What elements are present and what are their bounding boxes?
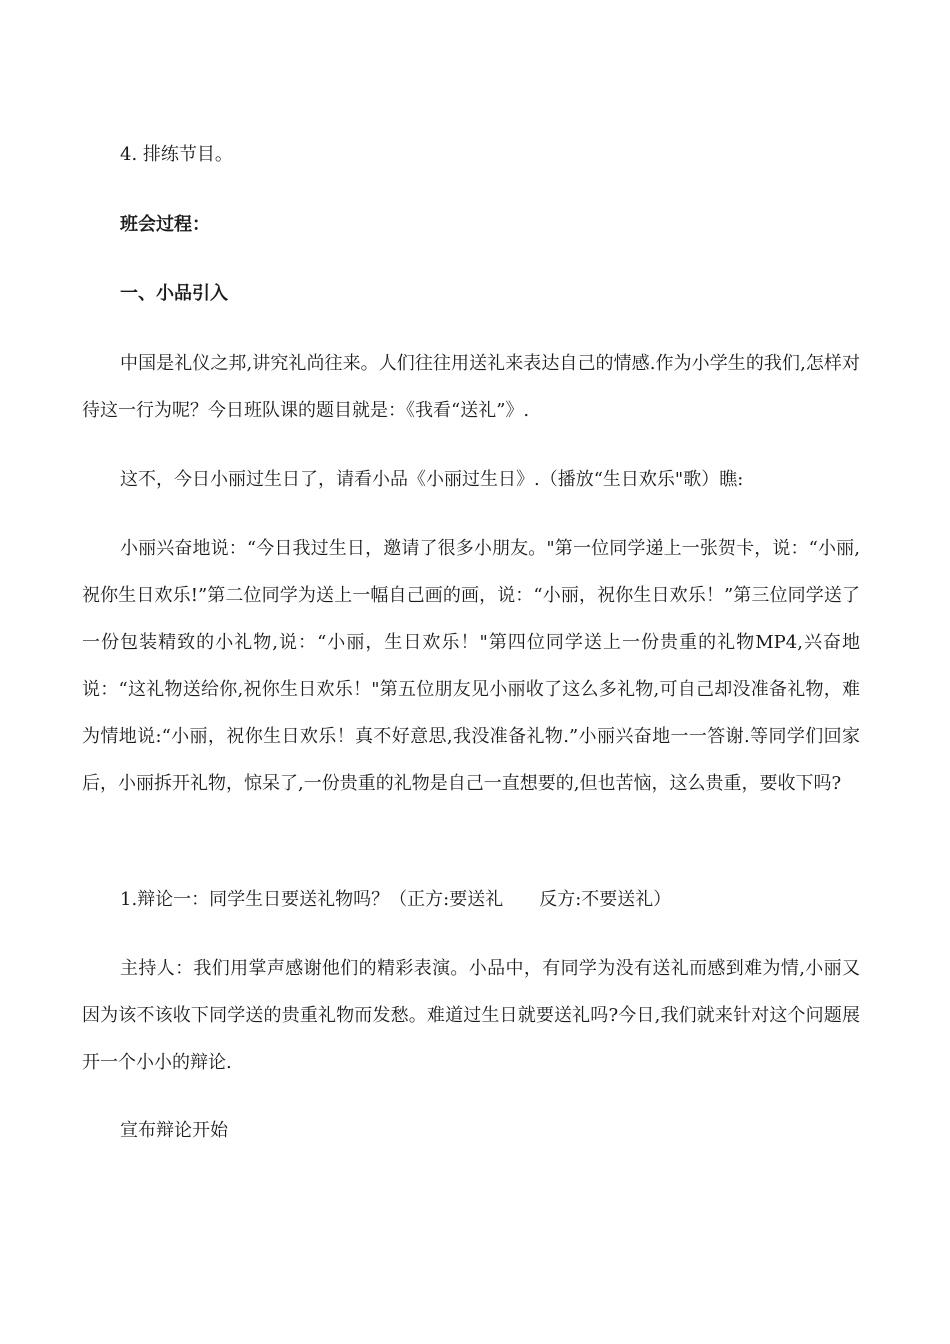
section-heading-process: 班会过程： [120, 214, 210, 235]
paragraph-sketch-title: 这不，今日小丽过生日了，请看小品《小丽过生日》.（播放“生日欢乐"歌）瞧: [120, 469, 744, 490]
list-item-rehearse: 4. 排练节目。 [120, 144, 233, 165]
paragraph-debate-start: 宣布辩论开始 [120, 1120, 228, 1141]
paragraph-sketch-story: 小丽兴奋地说：“今日我过生日，邀请了很多小朋友。"第一位同学递上一张贺卡，说：“小丽,祝你生日欢乐!”第二位同学为送上一幅自己画的画，说：“小丽，祝你生日欢乐！”第三位同学送了一份包装精致的小礼物,说：“小丽，生日欢乐！"第四位同学送上一份贵重的礼物MP4,兴奋地说：“这礼物送给你,祝你生日欢乐！"第五位朋友见小丽收了这么多礼物,可自己却没准备礼物，难为情地说:“小丽，祝你生日欢乐！真不好意思,我没准备礼物.”小丽兴奋地一一答谢.等同学们回家后，小丽拆开礼物，惊呆了,一份贵重的礼物是自己一直想要的,但也苦恼，这么贵重，要收下吗? [82, 538, 860, 794]
paragraph-intro: 中国是礼仪之邦,讲究礼尚往来。人们往往用送礼来表达自己的情感.作为小学生的我们,怎样对待这一行为呢？今日班队课的题目就是：《我看“送礼”》. [82, 353, 860, 421]
paragraph-host: 主持人：我们用掌声感谢他们的精彩表演。小品中，有同学为没有送礼而感到难为情,小丽又因为该不该收下同学送的贵重礼物而发愁。难道过生日就要送礼吗?今日,我们就来针对这个问题展开一个小小的辩论. [82, 958, 860, 1073]
section-heading-sketch-intro: 一、小品引入 [120, 283, 228, 304]
paragraph-debate-one: 1.辩论一：同学生日要送礼物吗？（正方:要送礼 反方:不要送礼） [120, 889, 672, 910]
